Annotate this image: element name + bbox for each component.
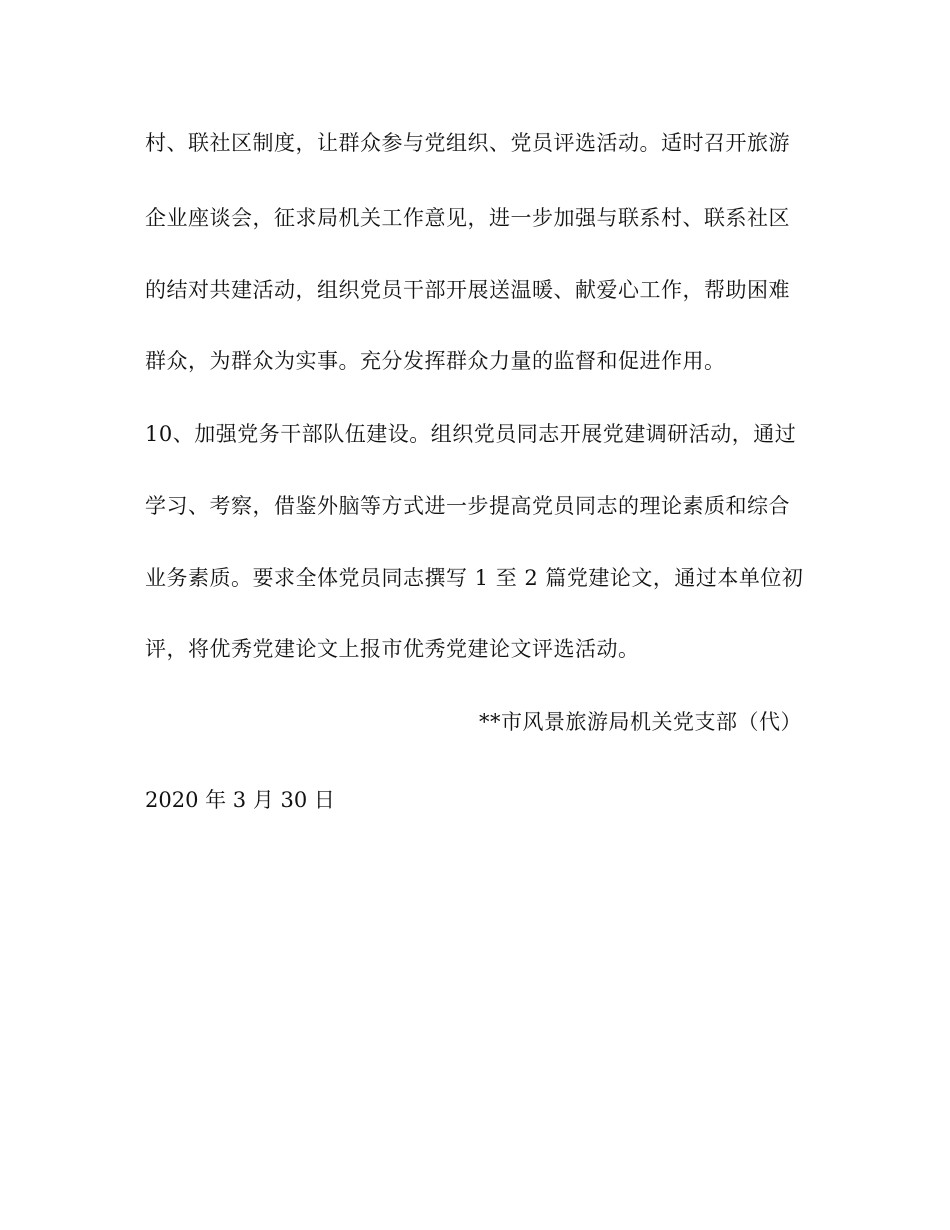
paragraph-line: 业务素质。要求全体党员同志撰写 1 至 2 篇党建论文，通过本单位初 [145,566,804,590]
paragraph-line: 的结对共建活动，组织党员干部开展送温暖、献爱心工作，帮助困难 [145,278,790,302]
paragraph-line: 学习、考察，借鉴外脑等方式进一步提高党员同志的理论素质和综合 [145,494,790,518]
paragraph-line: 10、加强党务干部队伍建设。组织党员同志开展党建调研活动，通过 [145,422,797,446]
date-line: 2020 年 3 月 30 日 [145,788,335,812]
paragraph-line: 评，将优秀党建论文上报市优秀党建论文评选活动。 [145,637,640,661]
paragraph-line: 企业座谈会，征求局机关工作意见，进一步加强与联系村、联系社区 [145,206,790,230]
paragraph-line: 群众，为群众为实事。充分发挥群众力量的监督和促进作用。 [145,349,726,373]
signature-line: **市风景旅游局机关党支部（代） [479,710,802,734]
paragraph-line: 村、联社区制度，让群众参与党组织、党员评选活动。适时召开旅游 [145,131,790,155]
